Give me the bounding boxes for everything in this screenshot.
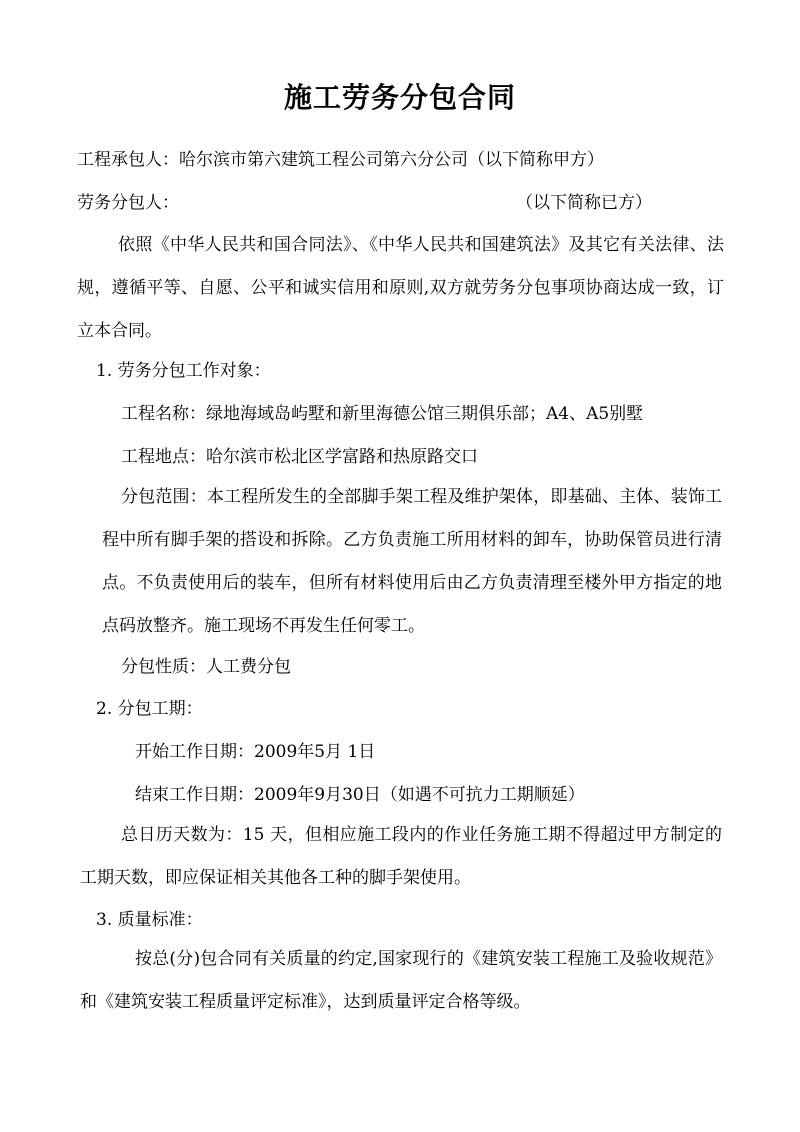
end-date: 结束工作日期：2009年9月30日（如遇不可抗力工期顺延） — [135, 785, 585, 805]
scope-paragraph: 分包范围：本工程所发生的全部脚手架工程及维护架体，即基础、主体、装饰工程中所有脚手架的搭设和拆除。乙方负责施工所用材料的卸车，协助保管员进行清点。不负责使用后的装车，但所有材料使用后由乙方负责清理至楼外甲方指定的地点码放整齐。施工现场不再发生任何零工。 — [102, 487, 722, 636]
subcontractor-label: 劳务分包人： — [77, 193, 179, 213]
intro-paragraph: 依照《中华人民共和国合同法》、《中华人民共和国建筑法》及其它有关法律、法规，遵循平等、自愿、公平和诚实信用和原则,双方就劳务分包事项协商达成一致，订立本合同。 — [77, 235, 724, 341]
subcontract-nature: 分包性质：人工费分包 — [121, 657, 291, 677]
document-title: 施工劳务分包合同 — [283, 81, 516, 114]
section-3-heading: 3. 质量标准： — [96, 910, 203, 930]
project-name: 工程名称：绿地海域岛屿墅和新里海德公馆三期俱乐部；A4、A5别墅 — [121, 404, 644, 424]
section-2-heading: 2. 分包工期： — [96, 699, 203, 719]
quality-standard-paragraph: 按总(分)包合同有关质量的约定,国家现行的《建筑安装工程施工及验收规范》和《建筑安装工程质量评定标准》，达到质量评定合格等级。 — [80, 949, 722, 1012]
section-1-heading: 1. 劳务分包工作对象： — [96, 361, 271, 381]
start-date: 开始工作日期：2009年5月 1日 — [135, 742, 376, 762]
total-days-paragraph: 总日历天数为：15 天，但相应施工段内的作业任务施工期不得超过甲方制定的工期天数，即应保证相关其他各工种的脚手架使用。 — [80, 825, 722, 888]
subcontractor-suffix: （以下简称已方） — [516, 193, 652, 213]
project-location: 工程地点：哈尔滨市松北区学富路和热原路交口 — [121, 447, 478, 467]
contractor-line: 工程承包人：哈尔滨市第六建筑工程公司第六分公司（以下简称甲方） — [77, 150, 604, 170]
